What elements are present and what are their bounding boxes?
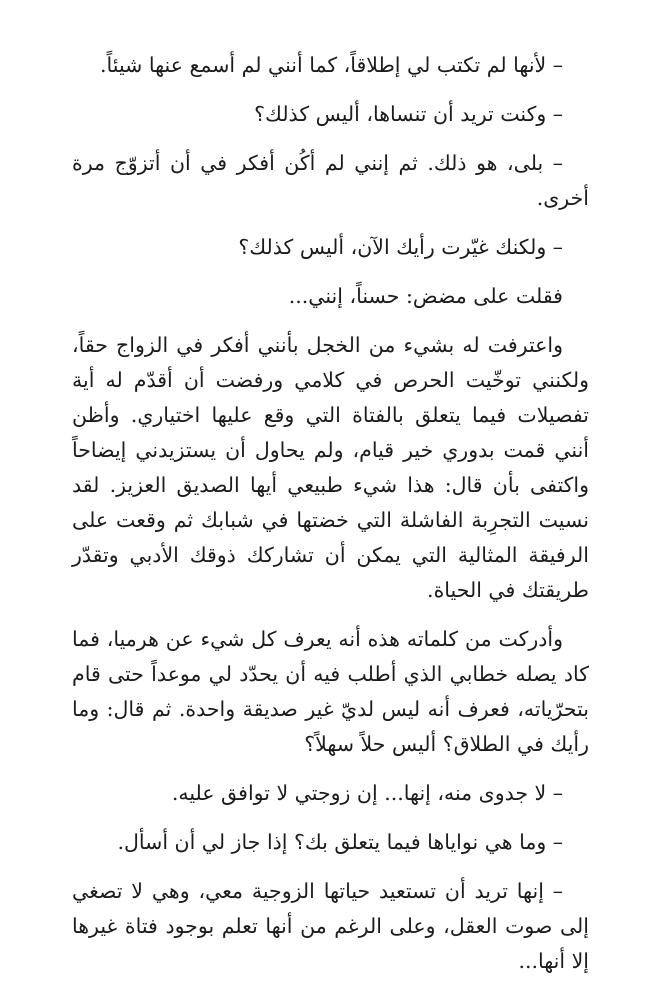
book-page <box>72 48 589 980</box>
narration-paragraph: فقلت على مضض: حسناً، إنني... <box>288 284 563 308</box>
dialogue-line: – بلى، هو ذلك. ثم إنني لم أكُن أفكر في أن أتزوّج مرة أخرى. <box>72 151 589 210</box>
dialogue-line: – لأنها لم تكتب لي إطلاقاً، كما أنني لم أسمع عنها شيئاً. <box>100 53 563 77</box>
dialogue-line: – وما هي نواياها فيما يتعلق بك؟ إذا جاز لي أن أسأل. <box>117 830 563 854</box>
dialogue-line: – ولكنك غيّرت رأيك الآن، أليس كذلك؟ <box>238 235 563 259</box>
dialogue-line: – إنها تريد أن تستعيد حياتها الزوجية معي، وهي لا تصغي إلى صوت العقل، وعلى الرغم من أنها تعلم بوجود فتاة غيرها إلا أنها... <box>72 879 589 973</box>
narration-paragraph: وأدركت من كلماته هذه أنه يعرف كل شيء عن هرميا، فما كاد يصله خطابي الذي أطلب فيه أن يحدّد لي موعداً حتى قام بتحرّياته، فعرف أنه ليس لديّ غير صديقة واحدة. ثم قال: وما رأيك في الطلاق؟ أليس حلاً سهلاً؟ <box>72 627 589 756</box>
dialogue-line: – وكنت تريد أن تنساها، أليس كذلك؟ <box>254 102 563 126</box>
dialogue-line: – لا جدوى منه، إنها... إن زوجتي لا توافق عليه. <box>171 781 563 805</box>
narration-paragraph: واعترفت له بشيء من الخجل بأنني أفكر في الزواج حقاً، ولكنني توخّيت الحرص في كلامي ورفضت أن أقدّم له أية تفصيلات فيما يتعلق بالفتاة التي وقع عليها اختياري. وأظن أنني قمت بدوري خير قيام، ولم يحاول أن يستزيدني إيضاحاً واكتفى بأن قال: هذا شيء طبيعي أيها الصديق العزيز. لقد نسيت التجرِبة الفاشلة التي خضتها في شبابك ثم وقعت على الرفيقة المثالية التي يمكن أن تشاركك ذوقك الأدبي وتقدّر طريقتك في الحياة. <box>72 333 589 602</box>
